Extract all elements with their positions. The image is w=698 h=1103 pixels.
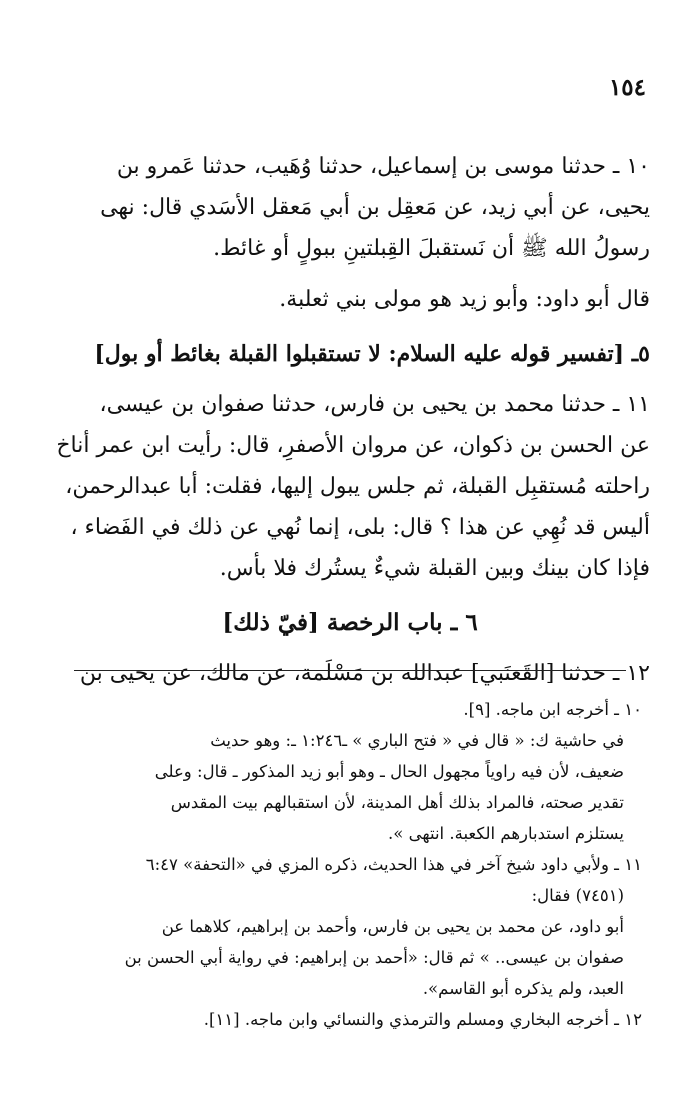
footnote-11-head-line-2: (٧٤٥١) فقال: xyxy=(531,886,624,905)
hadith-11-line-2: عن الحسن بن ذكوان، عن مروان الأصفرِ، قال: رأيت ابن عمر أناخ xyxy=(56,433,650,458)
footnote-11-line-1: أبو داود، عن محمد بن يحيى بن فارس، وأحمد بن إبراهيم، كلاهما عن xyxy=(161,917,624,936)
hadith-11-line-5: فإذا كان بينك وبين القبلة شيءٌ يستُرك فلا بأس. xyxy=(219,556,650,581)
footnote-10-line-2: ضعيف، لأن فيه راوياً مجهول الحال ـ وهو أبو زيد المذكور ـ قال: وعلى xyxy=(154,762,624,781)
hadith-11-line-4: أليس قد نُهِي عن هذا ؟ قال: بلى، إنما نُهي عن ذلك في الفَضاء ، xyxy=(70,515,650,540)
footnote-11-body xyxy=(54,911,642,1004)
footnote-11-line-3: العبد، ولم يذكره أبو القاسم». xyxy=(422,979,624,998)
hadith-11-line-1: ١١ ـ حدثنا محمد بن يحيى بن فارس، حدثنا صفوان بن عيسى، xyxy=(99,392,650,417)
footnote-divider xyxy=(74,670,626,671)
hadith-10-line-2: يحيى، عن أبي زيد، عن مَعقِل بن أبي مَعقل الأسَدي قال: نهى xyxy=(100,195,650,220)
footnote-10-line-4: يستلزم استدبارهم الكعبة. انتهى ». xyxy=(388,824,624,843)
hadith-11-line-3: راحلته مُستقبِل القبلة، ثم جلس يبول إليها، فقلت: أبا عبدالرحمن، xyxy=(65,474,650,499)
footnote-10-head: ١٠ ـ أخرجه ابن ماجه. [٩]. xyxy=(463,700,642,719)
hadith-12-line-1: ١٢ ـ حدثنا [القَعنَبي] عبدالله بن مَسْلَمة، عن مالك، عن يحيى بن xyxy=(79,661,650,686)
main-text xyxy=(50,146,650,694)
footnote-10-body xyxy=(54,725,642,849)
page-number: ١٥٤ xyxy=(608,74,646,101)
footnote-12: ١٢ ـ أخرجه البخاري ومسلم والترمذي والنسائي وابن ماجه. [١١]. xyxy=(203,1010,642,1029)
hadith-12 xyxy=(50,653,650,694)
section-5-heading: ٥ـ [تفسير قوله عليه السلام: لا تستقبلوا القبلة بغائط أو بول] xyxy=(94,341,650,367)
footnote-11-head-line-1: ١١ ـ ولأبي داود شيخ آخر في هذا الحديث، ذكره المزي في «التحفة» ٦:٤٧ xyxy=(145,855,642,874)
footnotes xyxy=(54,694,642,1035)
chapter-6-heading: ٦ ـ باب الرخصة [فيّ ذلك] xyxy=(222,609,478,636)
hadith-10 xyxy=(50,146,650,269)
hadith-11 xyxy=(50,384,650,589)
hadith-10-line-1: ١٠ ـ حدثنا موسى بن إسماعيل، حدثنا وُهَيب، حدثنا عَمرو بن xyxy=(116,154,650,179)
footnote-10-line-3: تقدير صحته، فالمراد بذلك أهل المدينة، لأن استقبالهم بيت المقدس xyxy=(170,793,624,812)
hadith-10-line-3: رسولُ الله ﷺ أن نَستقبلَ القِبلتينِ ببولٍ أو غائط. xyxy=(213,236,650,261)
footnote-10-line-1: في حاشية ك: « قال في « فتح الباري » ـ١:٢٤٦ ـ: وهو حديث xyxy=(210,731,624,750)
footnote-11-line-2: صفوان بن عيسى.. » ثم قال: «أحمد بن إبراهيم: في رواية أبي الحسن بن xyxy=(124,948,624,967)
abu-dawud-note: قال أبو داود: وأبو زيد هو مولى بني ثعلبة. xyxy=(279,287,650,312)
